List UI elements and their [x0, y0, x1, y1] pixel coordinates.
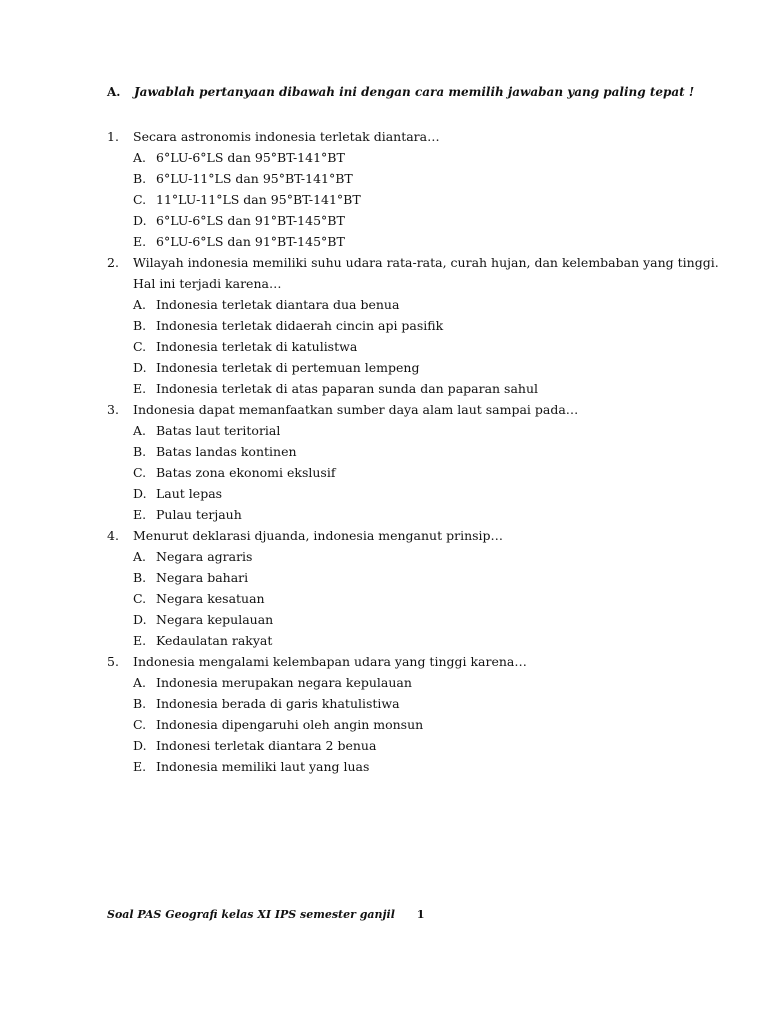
option-letter: B. [133, 696, 147, 711]
answer-option [107, 231, 707, 252]
section-instruction: Jawablah pertanyaan dibawah ini dengan cara memilih jawaban yang paling tepat ! [134, 85, 695, 99]
option-text: Kedaulatan rakyat [156, 633, 273, 648]
question-text: Indonesia dapat memanfaatkan sumber daya alam laut sampai pada… [133, 402, 579, 417]
question-number: 5. [107, 654, 119, 669]
option-letter: E. [133, 507, 147, 522]
option-text: Pulau terjauh [156, 507, 242, 522]
option-letter: C. [133, 192, 147, 207]
option-letter: B. [133, 171, 147, 186]
question-text: Secara astronomis indonesia terletak diantara… [133, 129, 440, 144]
question-list [107, 126, 719, 777]
question [107, 252, 719, 399]
question-line [107, 651, 707, 672]
option-text: Negara kepulauan [156, 612, 274, 627]
answer-option [107, 147, 707, 168]
option-letter: D. [133, 360, 147, 375]
option-letter: A. [133, 423, 147, 438]
option-letter: E. [133, 759, 147, 774]
option-text: Batas laut teritorial [156, 423, 281, 438]
option-text: Batas landas kontinen [156, 444, 297, 459]
option-letter: C. [133, 717, 147, 732]
question [107, 525, 707, 651]
answer-option [107, 714, 707, 735]
option-letter: C. [133, 465, 147, 480]
question-number: 2. [107, 255, 119, 270]
option-letter: C. [133, 339, 147, 354]
section-heading [107, 85, 694, 99]
option-letter: D. [133, 486, 147, 501]
option-text: 6°LU-6°LS dan 95°BT-141°BT [156, 150, 345, 165]
option-text: 11°LU-11°LS dan 95°BT-141°BT [156, 192, 361, 207]
answer-option [107, 336, 707, 357]
question-number: 3. [107, 402, 119, 417]
answer-option [107, 672, 707, 693]
question-line [107, 525, 707, 546]
option-letter: E. [133, 234, 147, 249]
question-text: Wilayah indonesia memiliki suhu udara rata-rata, curah hujan, dan kelembaban yang tinggi. [133, 255, 719, 270]
option-letter: D. [133, 738, 147, 753]
answer-option [107, 588, 707, 609]
page-number: 1 [416, 908, 425, 921]
option-text: Laut lepas [156, 486, 223, 501]
page-footer [107, 908, 425, 921]
answer-option [107, 168, 707, 189]
question-line-continued [107, 273, 707, 294]
question [107, 126, 707, 252]
option-letter: C. [133, 591, 147, 606]
answer-option [107, 756, 707, 777]
option-text: Negara kesatuan [156, 591, 265, 606]
question-text: Indonesia mengalami kelembapan udara yang tinggi karena… [133, 654, 527, 669]
answer-option [107, 567, 707, 588]
option-text: Indonesi terletak diantara 2 benua [156, 738, 377, 753]
option-letter: B. [133, 570, 147, 585]
question-number: 4. [107, 528, 119, 543]
answer-option [107, 630, 707, 651]
question-line [107, 252, 719, 273]
option-text: 6°LU-11°LS dan 95°BT-141°BT [156, 171, 353, 186]
answer-option [107, 546, 707, 567]
answer-option [107, 693, 707, 714]
option-text: Indonesia memiliki laut yang luas [156, 759, 370, 774]
question-number: 1. [107, 129, 119, 144]
option-text: 6°LU-6°LS dan 91°BT-145°BT [156, 234, 345, 249]
option-text: Indonesia terletak di katulistwa [156, 339, 358, 354]
question-line [107, 399, 707, 420]
option-letter: A. [133, 150, 147, 165]
answer-option [107, 441, 707, 462]
answer-option [107, 735, 707, 756]
answer-option [107, 483, 707, 504]
footer-title: Soal PAS Geografi kelas XI IPS semester ganjil [107, 908, 395, 921]
answer-option [107, 189, 707, 210]
question-text: Hal ini terjadi karena… [133, 276, 282, 291]
option-letter: B. [133, 444, 147, 459]
answer-option [107, 357, 707, 378]
answer-option [107, 504, 707, 525]
question-line [107, 126, 707, 147]
option-text: Indonesia dipengaruhi oleh angin monsun [156, 717, 424, 732]
option-text: Negara bahari [156, 570, 249, 585]
answer-option [107, 420, 707, 441]
answer-option [107, 315, 707, 336]
option-text: Indonesia terletak di pertemuan lempeng [156, 360, 420, 375]
answer-option [107, 378, 707, 399]
answer-option [107, 462, 707, 483]
answer-option [107, 210, 707, 231]
option-text: Indonesia terletak diantara dua benua [156, 297, 400, 312]
option-text: Indonesia berada di garis khatulistiwa [156, 696, 400, 711]
section-letter: A. [107, 85, 121, 99]
question [107, 651, 707, 777]
option-letter: A. [133, 549, 147, 564]
option-text: Negara agraris [156, 549, 253, 564]
option-text: Indonesia terletak di atas paparan sunda dan paparan sahul [156, 381, 539, 396]
answer-option [107, 294, 707, 315]
option-text: 6°LU-6°LS dan 91°BT-145°BT [156, 213, 345, 228]
option-letter: A. [133, 297, 147, 312]
option-letter: A. [133, 675, 147, 690]
answer-option [107, 609, 707, 630]
option-letter: E. [133, 633, 147, 648]
option-letter: B. [133, 318, 147, 333]
option-text: Batas zona ekonomi ekslusif [156, 465, 336, 480]
question-text: Menurut deklarasi djuanda, indonesia menganut prinsip… [133, 528, 504, 543]
option-text: Indonesia terletak didaerah cincin api pasifik [156, 318, 444, 333]
option-letter: E. [133, 381, 147, 396]
question [107, 399, 707, 525]
option-text: Indonesia merupakan negara kepulauan [156, 675, 412, 690]
option-letter: D. [133, 612, 147, 627]
option-letter: D. [133, 213, 147, 228]
